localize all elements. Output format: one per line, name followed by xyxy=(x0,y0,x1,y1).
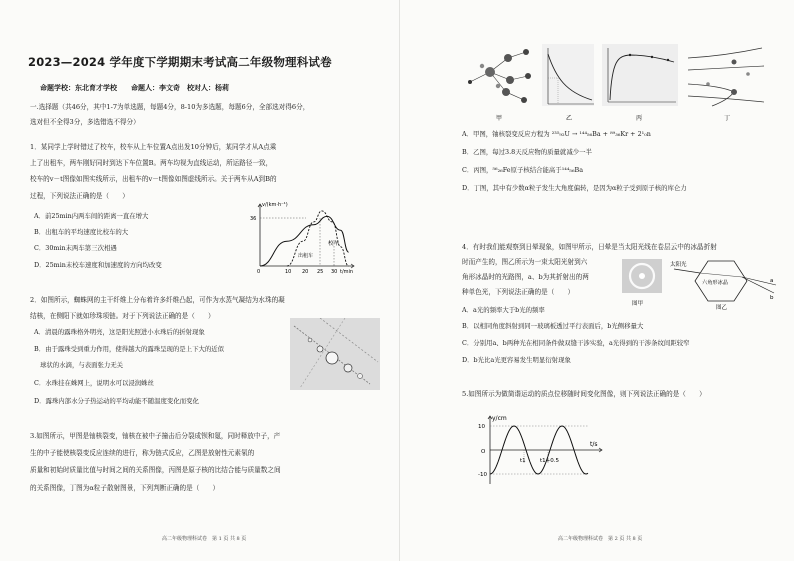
shm-y-label: y/cm xyxy=(492,415,507,422)
q1-line: 上了出租车，两车刚好同时到达下车位置B。两车均视为直线运动，所运路径一致， xyxy=(30,159,273,167)
shm-t2: t1+0.5 xyxy=(540,458,560,464)
q2-line: 2．如图所示，蜘蛛网的主干纤维上分布着许多纤维凸起，可作为水蒸气凝结为水珠的凝 xyxy=(30,296,285,304)
sun xyxy=(639,273,645,279)
fig-bing-label: 丙 xyxy=(636,115,643,122)
section-heading-cont: 选对但不全得3分，多选错选不得分） xyxy=(30,118,140,126)
incident-ray xyxy=(674,269,700,273)
exam-meta: 命题学校：东北育才学校 命题人：李文奇 校对人：杨莉 xyxy=(40,83,229,92)
q1-line: 校车的v－t图像如图实线所示，出租车的v－t图像如图虚线所示。关于两车从A到B的 xyxy=(30,175,277,183)
shm-y-bottom: -10 xyxy=(478,472,487,478)
radon-decay-graph xyxy=(542,44,594,106)
taxi-label: 出租车 xyxy=(298,253,314,259)
q4-line: 4．有时我们能观察到日晕现象，如图甲所示，日晕是当太阳光线在卷层云中的冰晶折射 xyxy=(462,243,717,251)
q2-option-b-cont: 球状的水滴，与表面张力无关 xyxy=(40,361,124,369)
refracted-ray xyxy=(700,273,742,277)
water-droplet xyxy=(344,364,352,372)
taxi-vt-line xyxy=(287,211,349,266)
fig-yi-label: 乙 xyxy=(566,115,573,122)
vt-x-tick: 25 xyxy=(317,269,324,274)
vt-x-unit: t/min xyxy=(340,269,354,274)
crystal-label: 六角形冰晶 xyxy=(702,280,728,286)
q3-option-a[interactable]: A．甲图，铀核裂变反应方程为 ²³⁵₉₂U → ¹⁴⁴₅₆Ba + ⁸⁹₃₆Kr + 2¹₀n xyxy=(462,130,651,138)
vt-y-tick: 36 xyxy=(250,216,257,222)
q4-line: 种单色光，下列说法正确的是（ ） xyxy=(462,288,575,296)
q1-option-d[interactable]: D．25min末校车速度和加速度的方向均改变 xyxy=(34,261,162,269)
q3-line: 质量和初始时质量比值与时间之间的关系图像，丙图是原子核的比结合能与质量数之间 xyxy=(30,466,281,474)
fig-jia-label: 甲 xyxy=(496,115,503,122)
exam-title: 2023—2024 学年度下学期期末考试高二年级物理科试卷 xyxy=(28,55,332,69)
fission-chain-diagram xyxy=(468,49,531,103)
ray-b-label: b xyxy=(770,295,774,301)
q3-line: 生的中子能使核裂变反应连续的进行，称为链式反应，乙图是放射性元素氡的 xyxy=(30,449,255,457)
vt-x-tick: 10 xyxy=(285,269,292,274)
shm-y-top: 10 xyxy=(478,424,485,430)
ray-a-label: a xyxy=(770,278,774,284)
q1-option-b[interactable]: B．出租车的平均速度比校车的大 xyxy=(34,228,129,236)
q3-line: 3.如图所示，甲图是铀核裂变，铀核在被中子撞击后分裂成钡和氪，同时释放中子，产 xyxy=(30,432,281,440)
q3-option-c[interactable]: C．丙图，⁵⁶₂₆Fe原子核结合能高于¹⁴⁴₅₆Ba xyxy=(462,166,584,174)
q4-option-c[interactable]: C．分别用a、b两种光在相同条件做双缝干涉实验，a光得到的干涉条纹间距较窄 xyxy=(462,339,690,347)
binding-energy-graph xyxy=(602,44,678,106)
fig-b-caption: 图乙 xyxy=(716,305,728,311)
q1-vt-graph xyxy=(246,200,358,274)
q4-option-a[interactable]: A．a光的频率大于b光的频率 xyxy=(462,306,545,314)
water-droplet xyxy=(317,346,323,352)
water-droplet xyxy=(358,374,363,379)
shm-x-unit: t/s xyxy=(590,441,598,448)
vt-x-tick: 0 xyxy=(257,269,261,274)
q1-line: 1．某同学上学时错过了校车，校车从上车位置A点出发10分钟后，某同学才从A点乘 xyxy=(30,143,277,151)
q2-spider-web-photo xyxy=(290,318,380,390)
q4-option-d[interactable]: D．b光比a光更容易发生明显衍射现象 xyxy=(462,356,571,364)
q3-line: 的关系图像，丁图为α粒子散射图景，下列判断正确的是（ ） xyxy=(30,484,220,492)
water-droplet xyxy=(308,338,312,342)
q1-option-a[interactable]: A．前25min内两车间的距离一直在增大 xyxy=(34,212,149,220)
vt-x-tick: 20 xyxy=(302,269,309,274)
footer-right: 高二年级物理科试卷 第 2 页 共 8 页 xyxy=(558,536,643,542)
fig-a-caption: 图甲 xyxy=(632,301,644,307)
q4-option-b[interactable]: B．以相同角度斜射到同一玻璃板透过平行表面后，b光侧移量大 xyxy=(462,322,644,330)
vt-x-tick: 30 xyxy=(331,269,338,274)
right-page xyxy=(400,0,794,561)
q1-line: 过程，下列说法正确的是（ ） xyxy=(30,192,129,200)
q4-line: 时而产生的，图乙所示为一束太阳光射到六 xyxy=(462,258,588,266)
q4-halo-figures xyxy=(620,255,780,311)
q5-line: 5.如图所示为做简谐运动的质点位移随时间变化图像，则下列说法正确的是（ ） xyxy=(462,390,706,398)
q2-option-a[interactable]: A．清晨的露珠格外明亮，这是阳光照进小水珠后的折射现象 xyxy=(34,328,205,336)
footer-left: 高二年级物理科试卷 第 1 页 共 8 页 xyxy=(162,536,247,542)
q3-option-b[interactable]: B．乙图，每过3.8天反应物的质量就减少一半 xyxy=(462,148,592,156)
shm-origin: O xyxy=(481,449,486,455)
q4-line: 角形冰晶时的光路图，a、b为其折射出的两 xyxy=(462,273,589,281)
water-droplet xyxy=(326,352,338,364)
q2-option-d[interactable]: D．露珠内部水分子热运动的平均动能不随温度变化而变化 xyxy=(34,397,199,405)
sunlight-label: 太阳光 xyxy=(670,262,687,268)
q3-option-d[interactable]: D．丁图，其中有少数α粒子发生大角度偏转，是因为α粒子受到原子核的库仑力 xyxy=(462,184,687,192)
bus-label: 校车 xyxy=(328,241,340,247)
shm-t1: t1 xyxy=(520,458,526,464)
q5-shm-graph xyxy=(478,412,608,488)
alpha-scattering-diagram xyxy=(688,48,764,106)
q1-option-c[interactable]: C．30min末两车第三次相遇 xyxy=(34,244,117,252)
q3-figures xyxy=(462,40,772,128)
section-heading: 一.选择题（共46分，其中1-7为单选题，每题4分，8-10为多选题，每题6分，全部选对得6分， xyxy=(30,103,310,111)
q2-option-c[interactable]: C．水珠挂在蛛网上，说明水可以浸润蛛丝 xyxy=(34,379,154,387)
q2-line: 结核，在侧阳下就如珍珠项链。对于下列说法正确的是（ ） xyxy=(30,312,215,320)
q2-option-b[interactable]: B．由于露珠受到重力作用，使得越大的露珠呈现的是上下大的近似 xyxy=(34,345,225,353)
fig-ding-label: 丁 xyxy=(724,115,731,122)
vt-y-label: v/(km·h⁻¹) xyxy=(262,202,288,208)
